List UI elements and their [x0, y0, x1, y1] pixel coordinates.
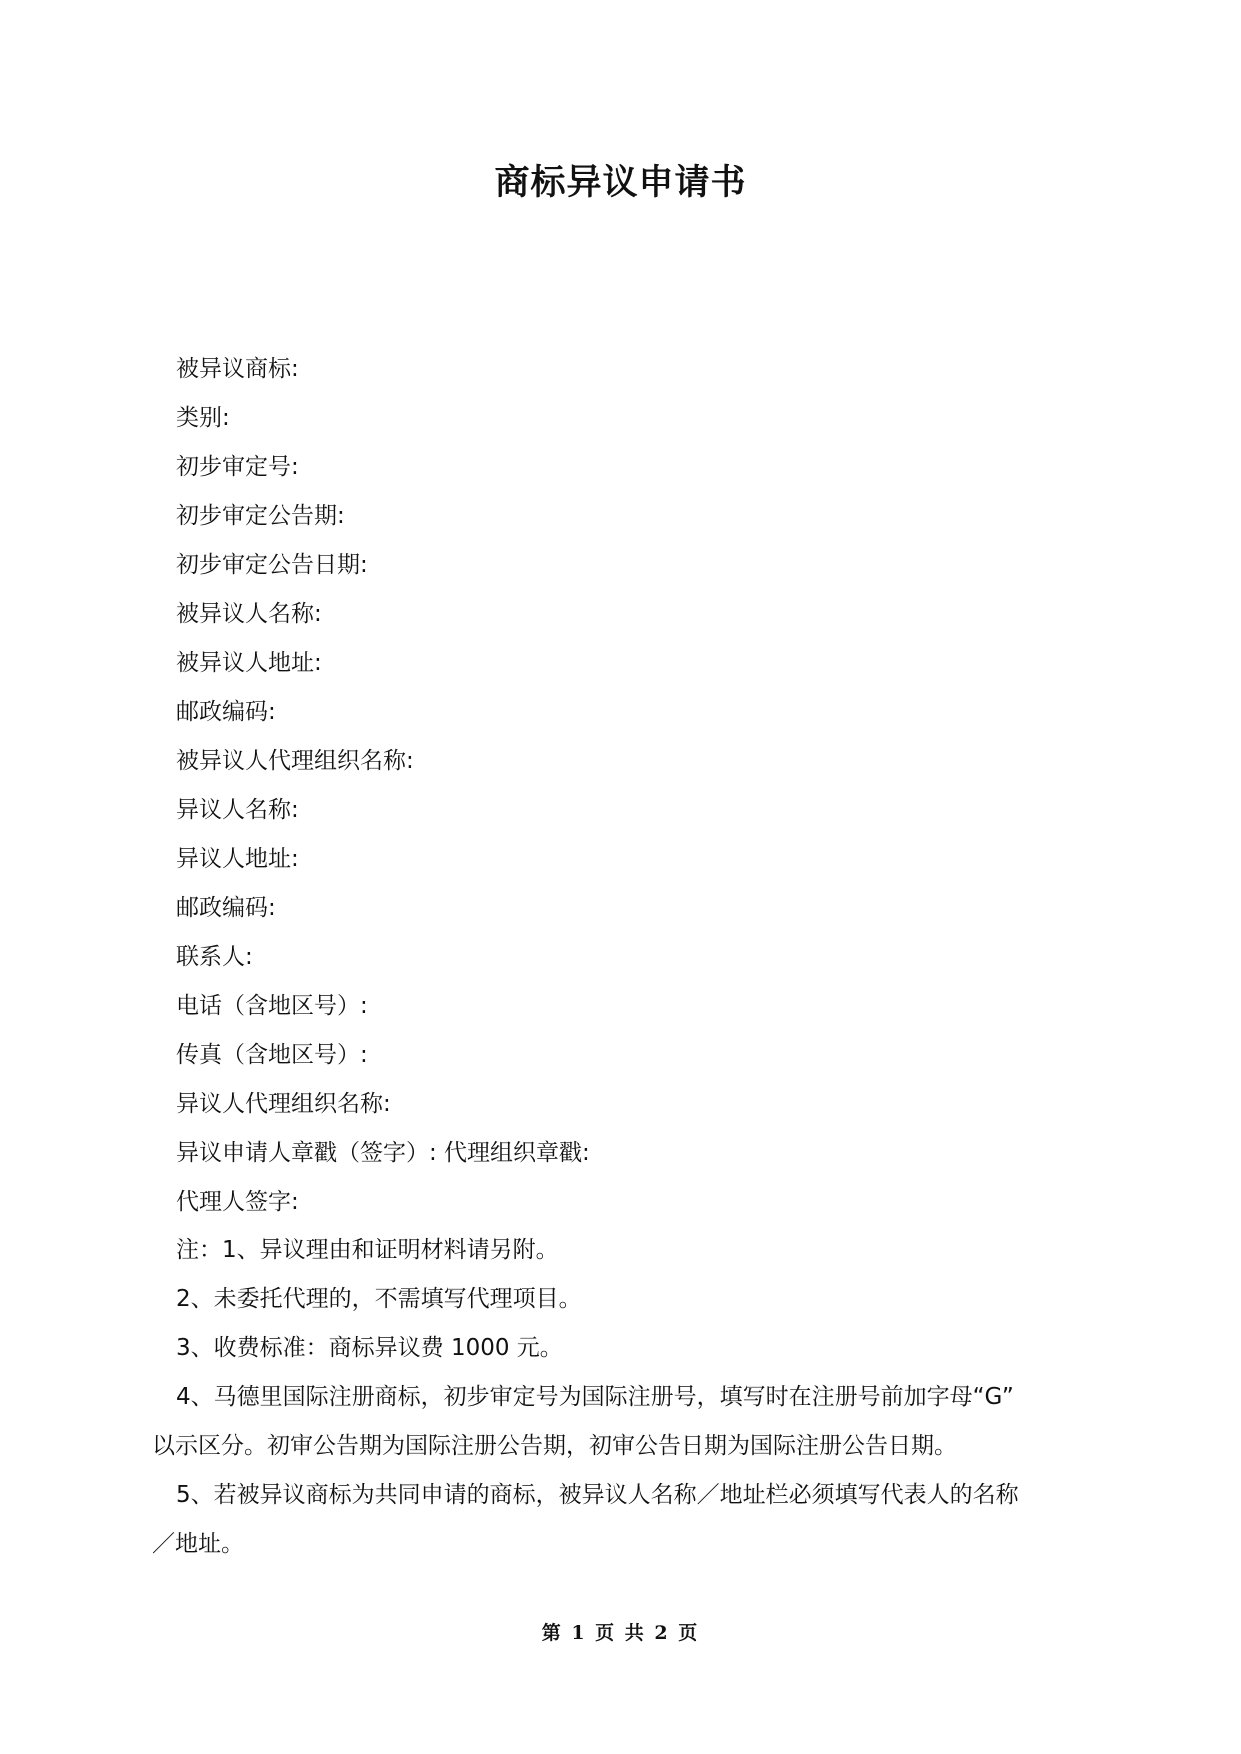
document-title: 商标异议申请书: [494, 163, 747, 203]
note-1: 注：1、异议理由和证明材料请另附。: [176, 1237, 559, 1263]
field-opposed-party-name: 被异议人名称:: [176, 601, 322, 627]
field-preliminary-announcement-date: 初步审定公告日期:: [176, 552, 368, 578]
field-opponent-postcode: 邮政编码:: [176, 895, 276, 921]
note-5: [152, 1471, 1112, 1569]
field-class: 类别:: [176, 405, 230, 431]
form-field-list: [176, 345, 1116, 1227]
note-4-line-1: 4、马德里国际注册商标，初步审定号为国际注册号，填写时在注册号前加字母“G”: [176, 1384, 1014, 1410]
note-5-line-1: 5、若被异议商标为共同申请的商标，被异议人名称／地址栏必须填写代表人的名称: [176, 1482, 1019, 1508]
field-opposed-trademark: 被异议商标:: [176, 356, 299, 382]
note-4-line-2: 以示区分。初审公告期为国际注册公告期，初审公告日期为国际注册公告日期。: [152, 1433, 957, 1459]
field-fax: 传真（含地区号）:: [176, 1042, 368, 1068]
field-opponent-address: 异议人地址:: [176, 846, 299, 872]
field-opposed-party-postcode: 邮政编码:: [176, 699, 276, 725]
field-preliminary-approval-number: 初步审定号:: [176, 454, 299, 480]
page-number-footer: 第 1 页 共 2 页: [541, 1622, 700, 1644]
field-phone: 电话（含地区号）:: [176, 993, 368, 1019]
note-4: [152, 1373, 1112, 1471]
field-opponent-name: 异议人名称:: [176, 797, 299, 823]
notes-section: [152, 1226, 1112, 1569]
field-opposed-party-address: 被异议人地址:: [176, 650, 322, 676]
note-2: 2、未委托代理的，不需填写代理项目。: [176, 1286, 582, 1312]
field-signature-and-agent-seal: 异议申请人章戳（签字）: 代理组织章戳:: [176, 1140, 590, 1166]
note-5-line-2: ／地址。: [152, 1531, 244, 1557]
field-contact-person: 联系人:: [176, 944, 253, 970]
note-3: 3、收费标准：商标异议费 1000 元。: [176, 1335, 563, 1361]
field-opponent-agent: 异议人代理组织名称:: [176, 1091, 391, 1117]
field-agent-signature: 代理人签字:: [176, 1189, 299, 1215]
field-preliminary-announcement-issue: 初步审定公告期:: [176, 503, 345, 529]
field-opposed-party-agent: 被异议人代理组织名称:: [176, 748, 414, 774]
